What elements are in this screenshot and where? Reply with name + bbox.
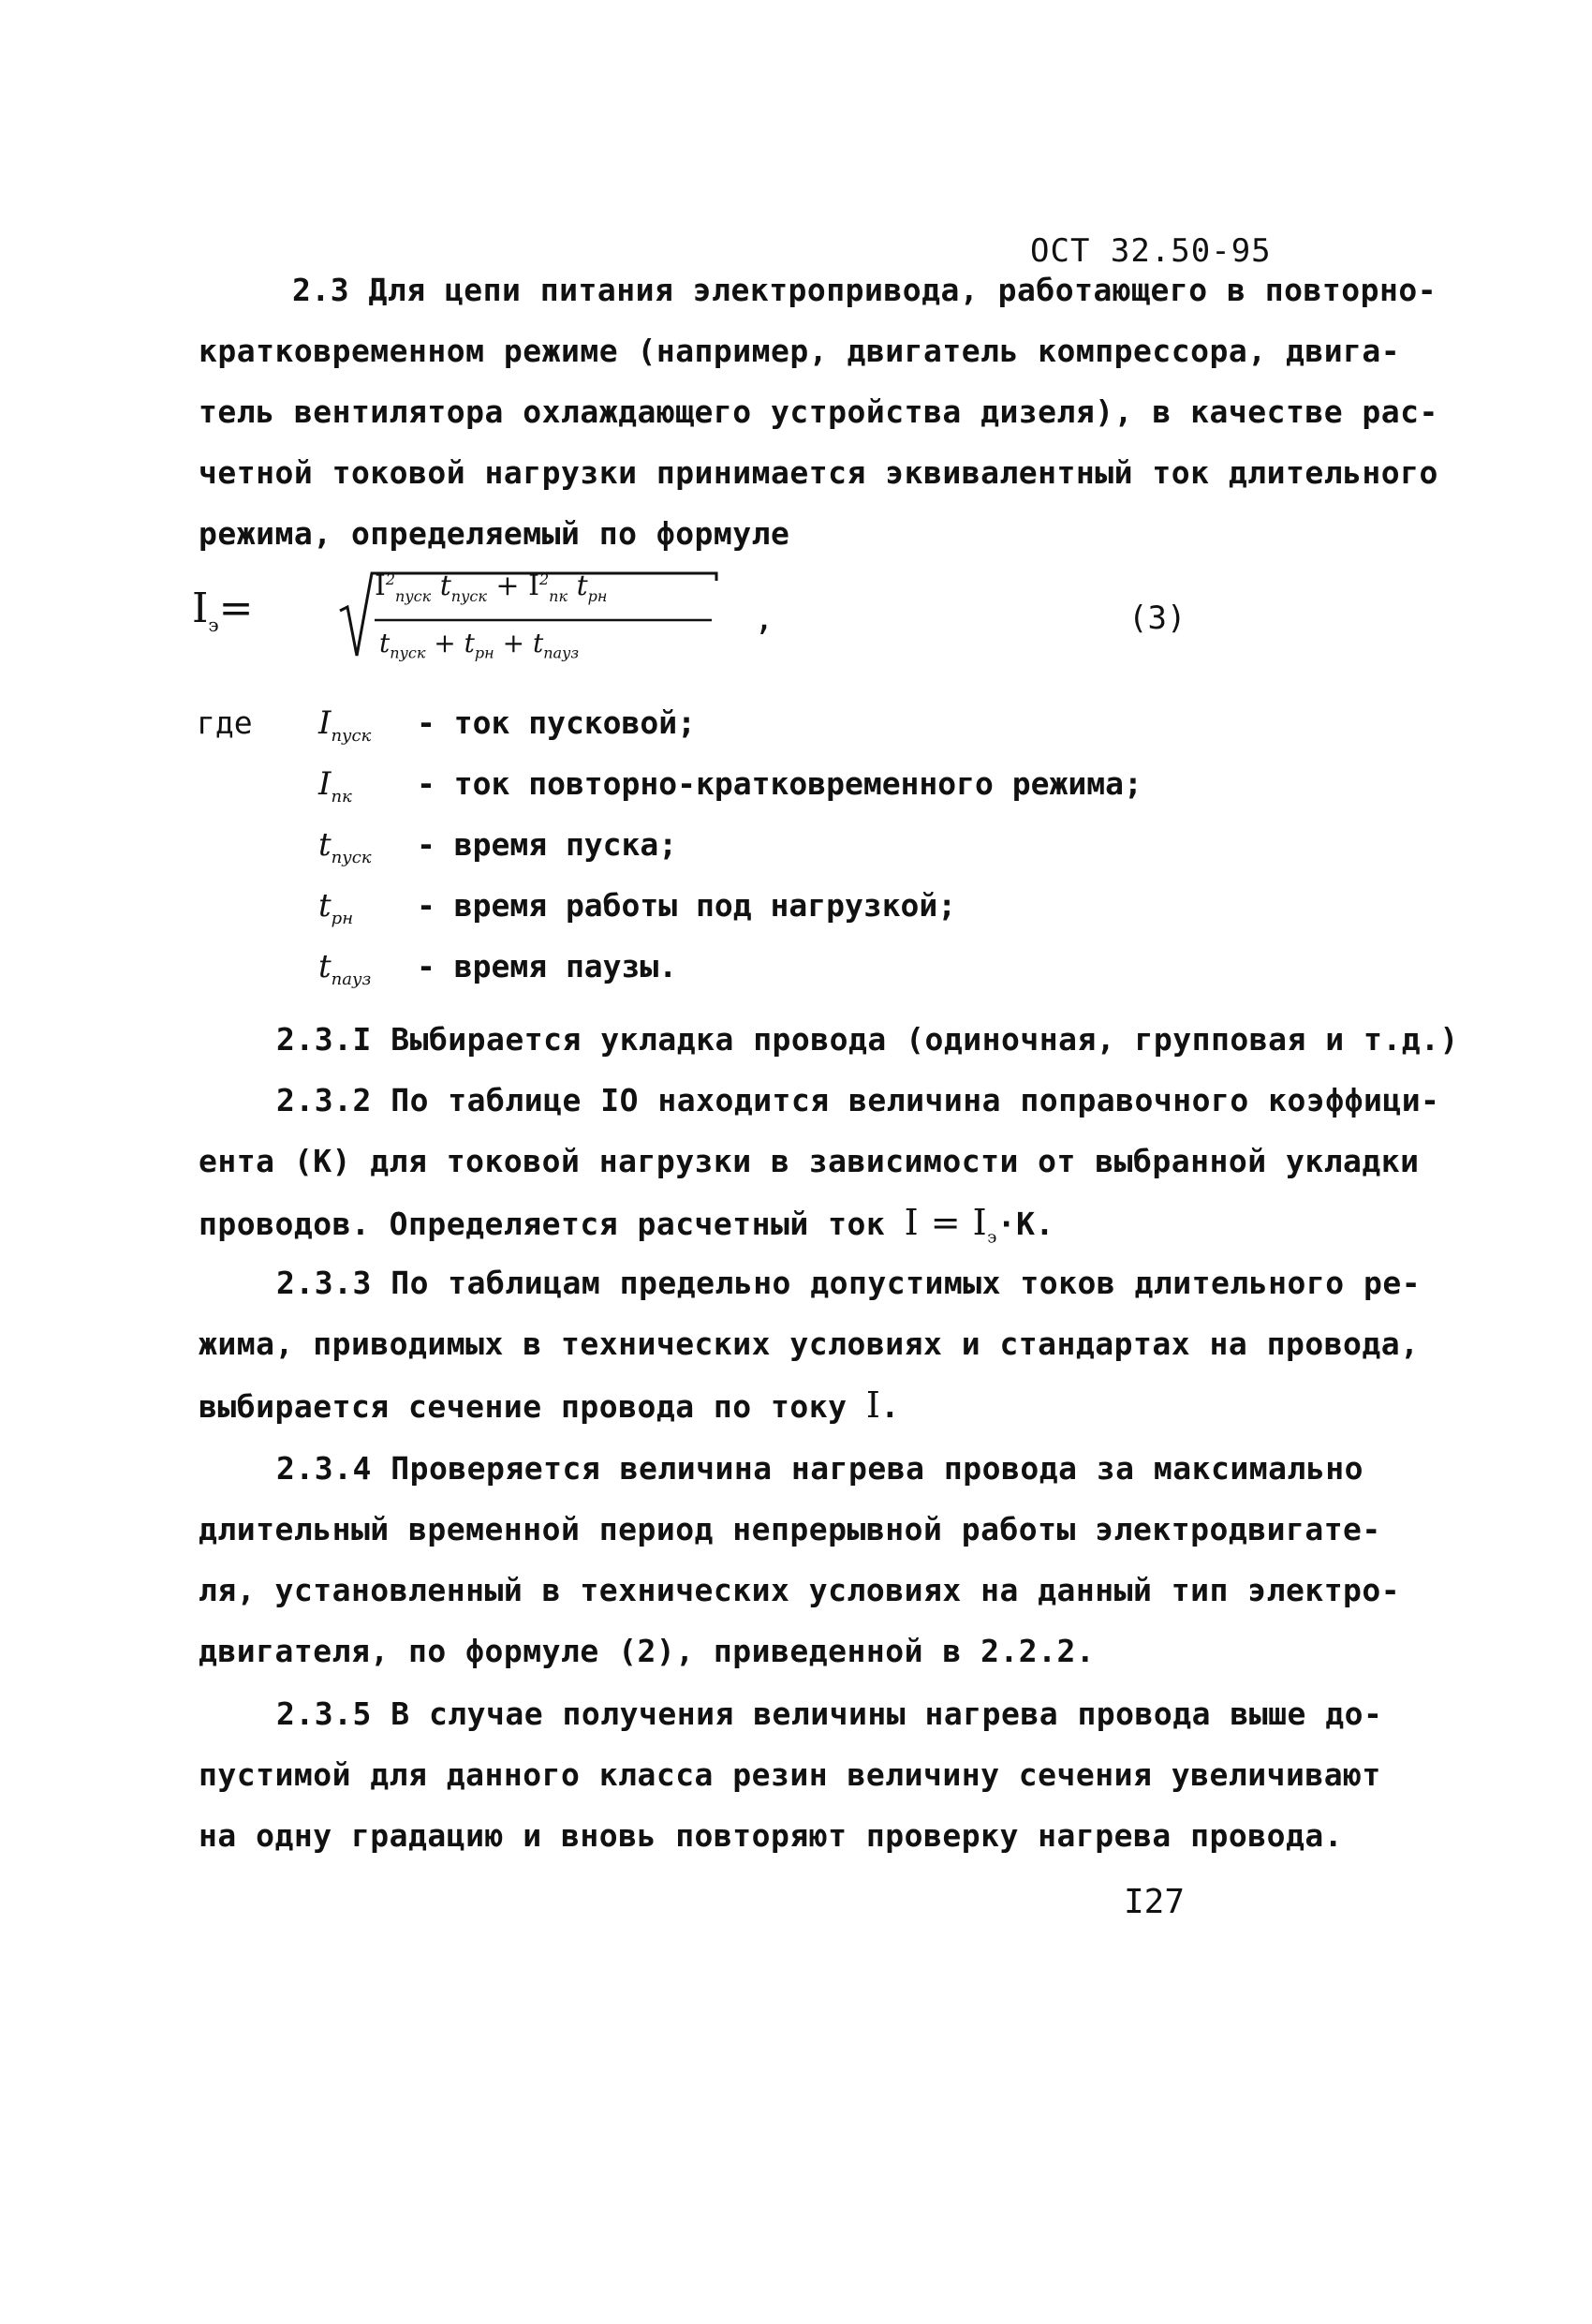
page-number: I27	[1124, 1883, 1186, 1921]
paragraph-line: четной токовой нагрузки принимается эквивалентный ток длительного	[199, 454, 1438, 491]
definition-item: $t_{пауз}$ - время паузы.	[318, 948, 678, 989]
paragraph-line: на одну градацию и вновь повторяют проверку нагрева провода.	[199, 1817, 1344, 1854]
paragraph-line: жима, приводимых в технических условиях и стандартах на провода,	[199, 1325, 1420, 1362]
formula-number: (3)	[1128, 600, 1187, 637]
definition-item: $t_{рн}$ - время работы под нагрузкой;	[318, 887, 957, 928]
where-label: где	[197, 704, 253, 741]
fraction-denominator: $t_{пуск} + t_{рн} + t_{пауз}$	[379, 628, 580, 662]
paragraph-line: 2.3 Для цепи питания электропривода, работающего в повторно-	[292, 272, 1437, 308]
paragraph-line: кратковременном режиме (например, двигатель компрессора, двига-	[199, 333, 1401, 369]
definition-item: $I_{пк}$ - ток повторно-кратковременного режима;	[318, 765, 1142, 807]
definition-item: $I_{пуск}$ - ток пусковой;	[318, 704, 697, 746]
paragraph-line: 2.3.2 По таблице IO находится величина поправочного коэффици-	[276, 1082, 1440, 1118]
definition-item: $t_{пуск}$ - время пуска;	[318, 826, 678, 867]
paragraph-line: тель вентилятора охлаждающего устройства дизеля), в качестве рас-	[199, 393, 1438, 430]
paragraph-line: проводов. Определяется расчетный ток $I = I_э\cdot К$.	[199, 1202, 1054, 1248]
formula-3	[192, 562, 1409, 674]
paragraph-line: ента (К) для токовой нагрузки в зависимости от выбранной укладки	[199, 1143, 1420, 1179]
paragraph-line: выбирается сечение провода по току I.	[199, 1384, 900, 1426]
paragraph-line: 2.3.I Выбирается укладка провода (одиночная, групповая и т.д.)	[276, 1021, 1459, 1058]
paragraph-line: 2.3.5 В случае получения величины нагрева провода выше до-	[276, 1695, 1383, 1732]
fraction-numerator: $I^2_{пуск}$ $t_{пуск} + I^2_{пк}$ $t_{рн}$	[375, 570, 608, 605]
formula-comma: ,	[754, 600, 774, 638]
current-formula: $I = I_э$	[904, 1202, 997, 1248]
paragraph-line: длительный временной период непрерывной работы электродвигате-	[199, 1511, 1381, 1547]
paragraph-line: 2.3.3 По таблицам предельно допустимых токов длительного ре-	[276, 1265, 1422, 1301]
document-code: ОСТ 32.50-95	[1030, 232, 1272, 270]
paragraph-line: 2.3.4 Проверяется величина нагрева провода за максимально	[276, 1450, 1364, 1487]
paragraph-line: пустимой для данного класса резин величину сечения увеличивают	[199, 1756, 1381, 1793]
paragraph-line: двигателя, по формуле (2), приведенной в 2.2.2.	[199, 1633, 1096, 1669]
formula-lhs: $I_э=$	[192, 585, 254, 636]
paragraph-line: режима, определяемый по формуле	[199, 515, 790, 552]
paragraph-line: ля, установленный в технических условиях на данный тип электро-	[199, 1572, 1401, 1608]
